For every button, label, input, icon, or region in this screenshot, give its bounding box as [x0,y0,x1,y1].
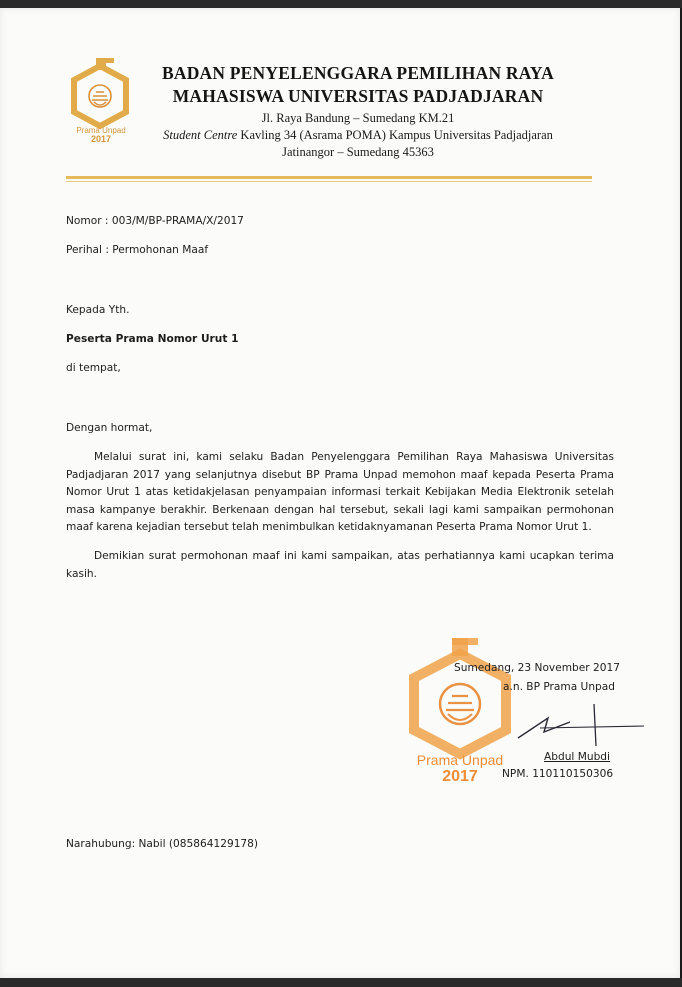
letter-subject: Perihal : Permohonan Maaf [66,244,209,256]
org-name-line2: MAHASISWA UNIVERSITAS PADJADJARAN [172,86,544,106]
stamp-caption-line1: Prama Unpad [416,752,504,768]
place-date: Sumedang, 23 November 2017 [454,662,620,674]
org-name-line1: BADAN PENYELENGGARA PEMILIHAN RAYA [161,63,554,83]
logo-caption-line2: 2017 [90,134,112,144]
recipient-location: di tempat, [66,362,121,374]
handwritten-signature [510,700,650,750]
letterhead-rule [66,176,592,179]
recipient-name: Peserta Prama Nomor Urut 1 [66,333,239,345]
logo-caption-line1: Prama Unpad [76,126,126,135]
stamp-caption [412,752,508,786]
signer-npm: NPM. 110110150306 [502,768,614,780]
letterhead-rule-thin [66,181,592,182]
letter-number: Nomor : 003/M/BP-PRAMA/X/2017 [66,215,244,227]
greeting: Dengan hormat, [66,422,153,434]
signer-name: Abdul Mubdi [544,751,610,763]
address-line2 [140,128,576,143]
contact-person: Narahubung: Nabil (085864129178) [66,838,259,850]
address-line1: Jl. Raya Bandung – Sumedang KM.21 [261,111,455,125]
body-paragraph-2: Demikian surat permohonan maaf ini kami sampaikan, atas perhatiannya kami ucapkan terima kasih. [66,550,614,580]
stamp-caption-line2: 2017 [442,768,478,785]
on-behalf-of: a.n. BP Prama Unpad [503,681,615,693]
logo-caption [70,126,132,144]
salutation-to: Kepada Yth. [66,304,130,316]
address-line3: Jatinangor – Sumedang 45363 [282,145,434,159]
scan-border-top [0,0,682,8]
address-line2-italic: Student Centre [163,128,238,142]
body-paragraph-1: Melalui surat ini, kami selaku Badan Penyelenggara Pemilihan Raya Mahasiswa Universitas Padjadjaran 2017 yang selanjutnya disebut BP Prama Unpad memohon maaf kepada Peserta Prama Nomor Urut 1 atas ketidakjelasan penyampaian informasi terkait Kebijakan Media Elektronik setelah masa kampanye berakhir. Berkenaan dengan hal tersebut, sekali lagi kami sampaikan permohonan maaf karena kejadian tersebut telah menimbulkan ketidaknyamanan Peserta Prama Nomor Urut 1. [66,451,614,533]
address-line2-rest: Kavling 34 (Asrama POMA) Kampus Universitas Padjadjaran [237,128,553,142]
scan-border-bottom [0,978,682,987]
